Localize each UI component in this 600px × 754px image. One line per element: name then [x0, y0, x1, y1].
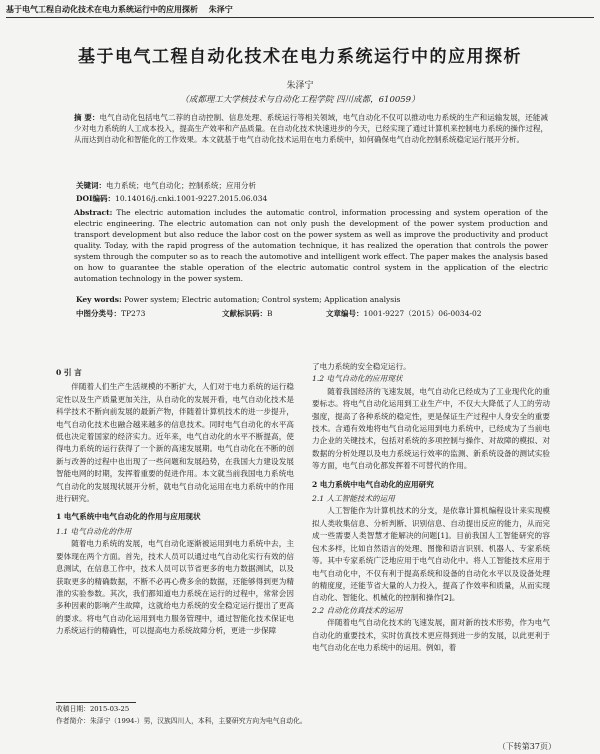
doi-value: 10.14016/j.cnki.1001-9227.2015.06.034 [115, 194, 268, 203]
keywords-cn-label: 关键词： [76, 181, 106, 190]
body-paragraph: 随着我国经济的飞速发展，电气自动化已经成为了工业现代化的重要标志。将电气自动化运用到工业生产中，不仅大大降低了人工的劳动强度，提高了各种系统的稳定性，更是保证生产过程中人身安全的重要技术。含通有效地将电气自动化运用到电力系统中，已经成为了当前电力企业的关键技术，包括对系统的多项控制与操作、对故障的模拟、对数据的分析处理以及电力系统运行效率的监测、新系统设备的测试实验等方面，电气自动化都发挥着不可替代的作用。 [312, 386, 550, 471]
article-label: 文章编号： [326, 309, 364, 318]
body-paragraph: 伴随着人们生产生活规模的不断扩大，人们对于电力系统的运行稳定性以及生产质量更加关注，从自动化的发展开看，电气自动化技术是科学技术不断向前发展的最新产物，伴随着计算机技术的进一步提升，电气自动化技术也融合越来越多的信息技术。同时电气自动化的水平高低也决定着国家的经济实力。近年来，电气自动化的水平不断提高，使得电力系统的运行获得了一个新的高速发展期。电气自动化在不断的创新与改善的过程中也出现了一些问题和发展趋势，在我国大力建设发展智能电网的时期，发挥着重要的促进作用。本文就当前我国电力系统电气自动化的发展现状展开分析，就电气自动化运用在电力系统中的作用进行研究。 [56, 382, 294, 504]
running-title: 基于电气工程自动化技术在电力系统运行中的应用探析 [6, 4, 198, 14]
section-heading: 1 电气系统中电气自动化的作用与应用现状 [56, 512, 201, 522]
left-column [56, 361, 294, 638]
keywords-en-text: Power system; Electric automation; Control system; Application analysis [124, 295, 401, 304]
body-paragraph: 了电力系统的安全稳定运行。 [312, 362, 411, 371]
section-heading: 2 电力系统中电气自动化的应用研究 [312, 479, 434, 489]
footnote-rule [56, 702, 136, 703]
subsection-heading: 2.1 人工智能技术的运用 [312, 494, 395, 504]
keywords-cn [76, 180, 256, 191]
continued-note: （下转第37页） [497, 742, 556, 751]
abstract-en-text: The electric automation includes the automatic control, information processing and system operation of the electric engineering. The electric automation can not only push the development of the power system production and transport development but also reduce the labor cost on the power system as well as improve the productivity and product quality. Today, with the rapid progress of the automation technique, it has realized the operation that controls the power system through the computer so as to reach the automotive and intelligent work effect. The paper makes the analysis based on how to guarantee the stable operation of the electric automatic control system in the application of the electric automation technology in the power system. [74, 208, 548, 283]
author-affiliation: （成都理工大学核技术与自动化工程学院 四川成都，610059） [180, 95, 420, 105]
clc-label: 中图分类号： [76, 309, 121, 318]
abstract-cn [74, 112, 548, 145]
doc-code-value: B [267, 309, 273, 318]
abstract-en [74, 207, 548, 284]
paper-title: 基于电气工程自动化技术在电力系统运行中的应用探析 [78, 47, 522, 67]
right-column [312, 361, 550, 654]
body-paragraph: 伴随着电气自动化技术的飞速发展，面对新的技术形势，作为电气自动化的重要技术，实时仿真技术更应得到进一步的发展，以此更利于电气自动化在电力系统中的运用。例如，着 [312, 618, 550, 652]
subsection-heading: 1.2 电气自动化的应用现状 [312, 374, 403, 384]
keywords-en-label: Key words: [76, 295, 122, 304]
clc-value: TP273 [121, 309, 146, 318]
abstract-cn-label: 摘 要： [74, 113, 100, 122]
keywords-en [76, 294, 400, 305]
subsection-heading: 2.2 自动化仿真技术的运用 [312, 605, 403, 615]
article-number [326, 308, 482, 319]
article-value: 1001-9227（2015）06-0034-02 [363, 309, 482, 318]
abstract-cn-text: 电气自动化包括电气二荐的自动控制、信息处理、系统运行等相关领域，电气自动化不仅可以推动电力系统的生产和运输发展，还能减少对电力系统的人工成本投入，提高生产效率和产品质量。在自动化技术快速进步的今天，已经实现了通过计算机来控制电力系统的操作过程，从而达到自动化和智能化的工作效果。本文就基于电气自动化技术运用在电力系统中，如何确保电气自动化控制系统稳定运行展开分析。 [74, 113, 548, 144]
running-header [6, 3, 594, 18]
body-paragraph: 随着电力系统的发展，电气自动化逐渐被运用到电力系统中去，主要体现在两个方面。首先，技术人员可以通过电气自动化实行有效的信息测试，在信息工作中，技术人员可以节省更多的电力数据测试，以及获取更多的精确数据，不断不必再心费多余的数据，还能够得到更为精准的实验参数。其次，我们都知道电力系统在运行的过程中，常常会因多种因素的影响产生故障，这就给电力系统的安全稳定运行提出了更高的要求。将电气自动化运用到电力服务管理中，通过智能化技术保证电力系统运行的精确性，可以提高电力系统故障分析，更进一步保障 [56, 539, 294, 636]
keywords-cn-text: 电力系统；电气自动化；控制系统；应用分析 [106, 181, 256, 190]
clc-number [76, 308, 145, 319]
paper-author: 朱泽宁 [286, 81, 314, 91]
body-paragraph: 人工智能作为计算机技术的分支，是依靠计算机编程设计来实现模拟人类收集信息、分析判断、识别信息、自动提出反应的能力，从而完成一些需要人类智慧才能解决的问题[1]。目前我国人工智能研究的容包术多样，比如自然语言的处理、图像和语言识别、机器人、专家系统等。其中专家系统广泛地应用于电气自动化中。将人工智能技术应用于电气自动化中，不仅有利于提高系统和设备的自动化水平以及设备处理的精度度，还能节省大量的人力投入，提高了作效率和质量，从而实现自动化、智能化、机械化的控制和操作[2]。 [312, 506, 550, 603]
doi-line [76, 193, 267, 204]
subsection-heading: 1.1 电气自动化的作用 [56, 526, 132, 536]
document-code [222, 308, 273, 319]
doi-label: DOI编码： [76, 194, 116, 203]
section-heading: 0 引 言 [56, 368, 82, 377]
author-bio: 作者简介：朱泽宁（1994-）男，汉族四川人，本科，主要研究方向为电气自动化。 [56, 717, 307, 725]
abstract-en-label: Abstract: [74, 208, 113, 217]
received-date: 收稿日期：2015-03-25 [56, 705, 130, 713]
doc-code-label: 文献标识码： [222, 309, 267, 318]
running-author: 朱泽宁 [208, 4, 233, 14]
